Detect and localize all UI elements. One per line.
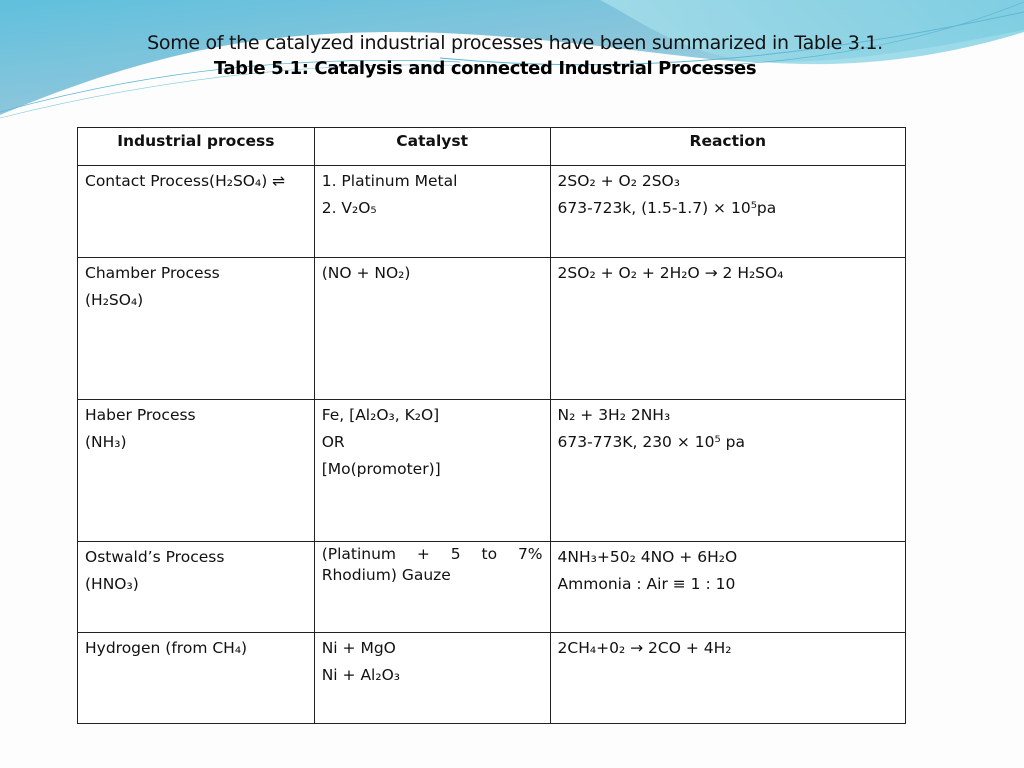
table-header-row bbox=[78, 128, 906, 166]
cell-process bbox=[78, 166, 315, 258]
catalyst-line: (Platinum + 5 to 7% Rhodium) Gauze bbox=[321, 545, 543, 584]
catalyst-line: 1. Platinum Metal bbox=[321, 172, 458, 190]
catalyst-line: 2. V₂O₅ bbox=[321, 199, 377, 217]
reaction-equation: 2CH₄+0₂ → 2CO + 4H₂ bbox=[557, 639, 732, 657]
process-product: (HNO₃) bbox=[85, 575, 139, 593]
reaction-equation: N₂ + 3H₂ 2NH₃ bbox=[557, 406, 671, 424]
table-row-contact-process bbox=[78, 166, 906, 258]
slide-header bbox=[0, 32, 1024, 79]
cell-catalyst bbox=[314, 633, 550, 724]
process-name: Hydrogen (from CH₄) bbox=[85, 639, 248, 657]
cell-process bbox=[78, 633, 315, 724]
cell-reaction bbox=[550, 400, 905, 542]
cell-reaction bbox=[550, 542, 905, 633]
process-product: (H₂SO₄) bbox=[85, 291, 144, 309]
reaction-conditions: 673-773K, 230 × 10⁵ pa bbox=[557, 433, 745, 451]
table-row-hydrogen-process bbox=[78, 633, 906, 724]
catalysis-processes-table bbox=[77, 127, 906, 724]
reaction-conditions: Ammonia : Air ≡ 1 : 10 bbox=[557, 575, 736, 593]
cell-process bbox=[78, 258, 315, 400]
process-name: Contact Process(H₂SO₄) ⇌ bbox=[85, 172, 286, 190]
process-product: (NH₃) bbox=[85, 433, 127, 451]
header-industrial-process: Industrial process bbox=[78, 128, 315, 166]
reaction-conditions: 673-723k, (1.5-1.7) × 10⁵pa bbox=[557, 199, 777, 217]
table-title: Table 5.1: Catalysis and connected Industrial Processes bbox=[213, 58, 757, 79]
cell-reaction bbox=[550, 258, 905, 400]
process-name: Ostwald’s Process bbox=[85, 548, 225, 566]
reaction-equation: 2SO₂ + O₂ 2SO₃ bbox=[557, 172, 680, 190]
catalyst-line: Ni + Al₂O₃ bbox=[321, 666, 400, 684]
table-row-haber-process bbox=[78, 400, 906, 542]
process-name: Chamber Process bbox=[85, 264, 220, 282]
cell-reaction bbox=[550, 166, 905, 258]
catalyst-line: OR bbox=[321, 433, 345, 451]
header-reaction: Reaction bbox=[550, 128, 905, 166]
catalyst-line: [Mo(promoter)] bbox=[321, 460, 441, 478]
cell-catalyst bbox=[314, 542, 550, 633]
catalyst-line: Ni + MgO bbox=[321, 639, 396, 657]
cell-process bbox=[78, 542, 315, 633]
slide-subtitle: Some of the catalyzed industrial processes have been summarized in Table 3.1. bbox=[147, 32, 883, 54]
catalyst-line: Fe, [Al₂O₃, K₂O] bbox=[321, 406, 440, 424]
reaction-equation: 4NH₃+50₂ 4NO + 6H₂O bbox=[557, 548, 738, 566]
header-catalyst: Catalyst bbox=[314, 128, 550, 166]
cell-process bbox=[78, 400, 315, 542]
cell-reaction bbox=[550, 633, 905, 724]
reaction-equation: 2SO₂ + O₂ + 2H₂O → 2 H₂SO₄ bbox=[557, 264, 784, 282]
catalyst-line: (NO + NO₂) bbox=[321, 264, 411, 282]
process-name: Haber Process bbox=[85, 406, 196, 424]
table-row-ostwald-process bbox=[78, 542, 906, 633]
cell-catalyst bbox=[314, 258, 550, 400]
cell-catalyst bbox=[314, 166, 550, 258]
table-row-chamber-process bbox=[78, 258, 906, 400]
cell-catalyst bbox=[314, 400, 550, 542]
